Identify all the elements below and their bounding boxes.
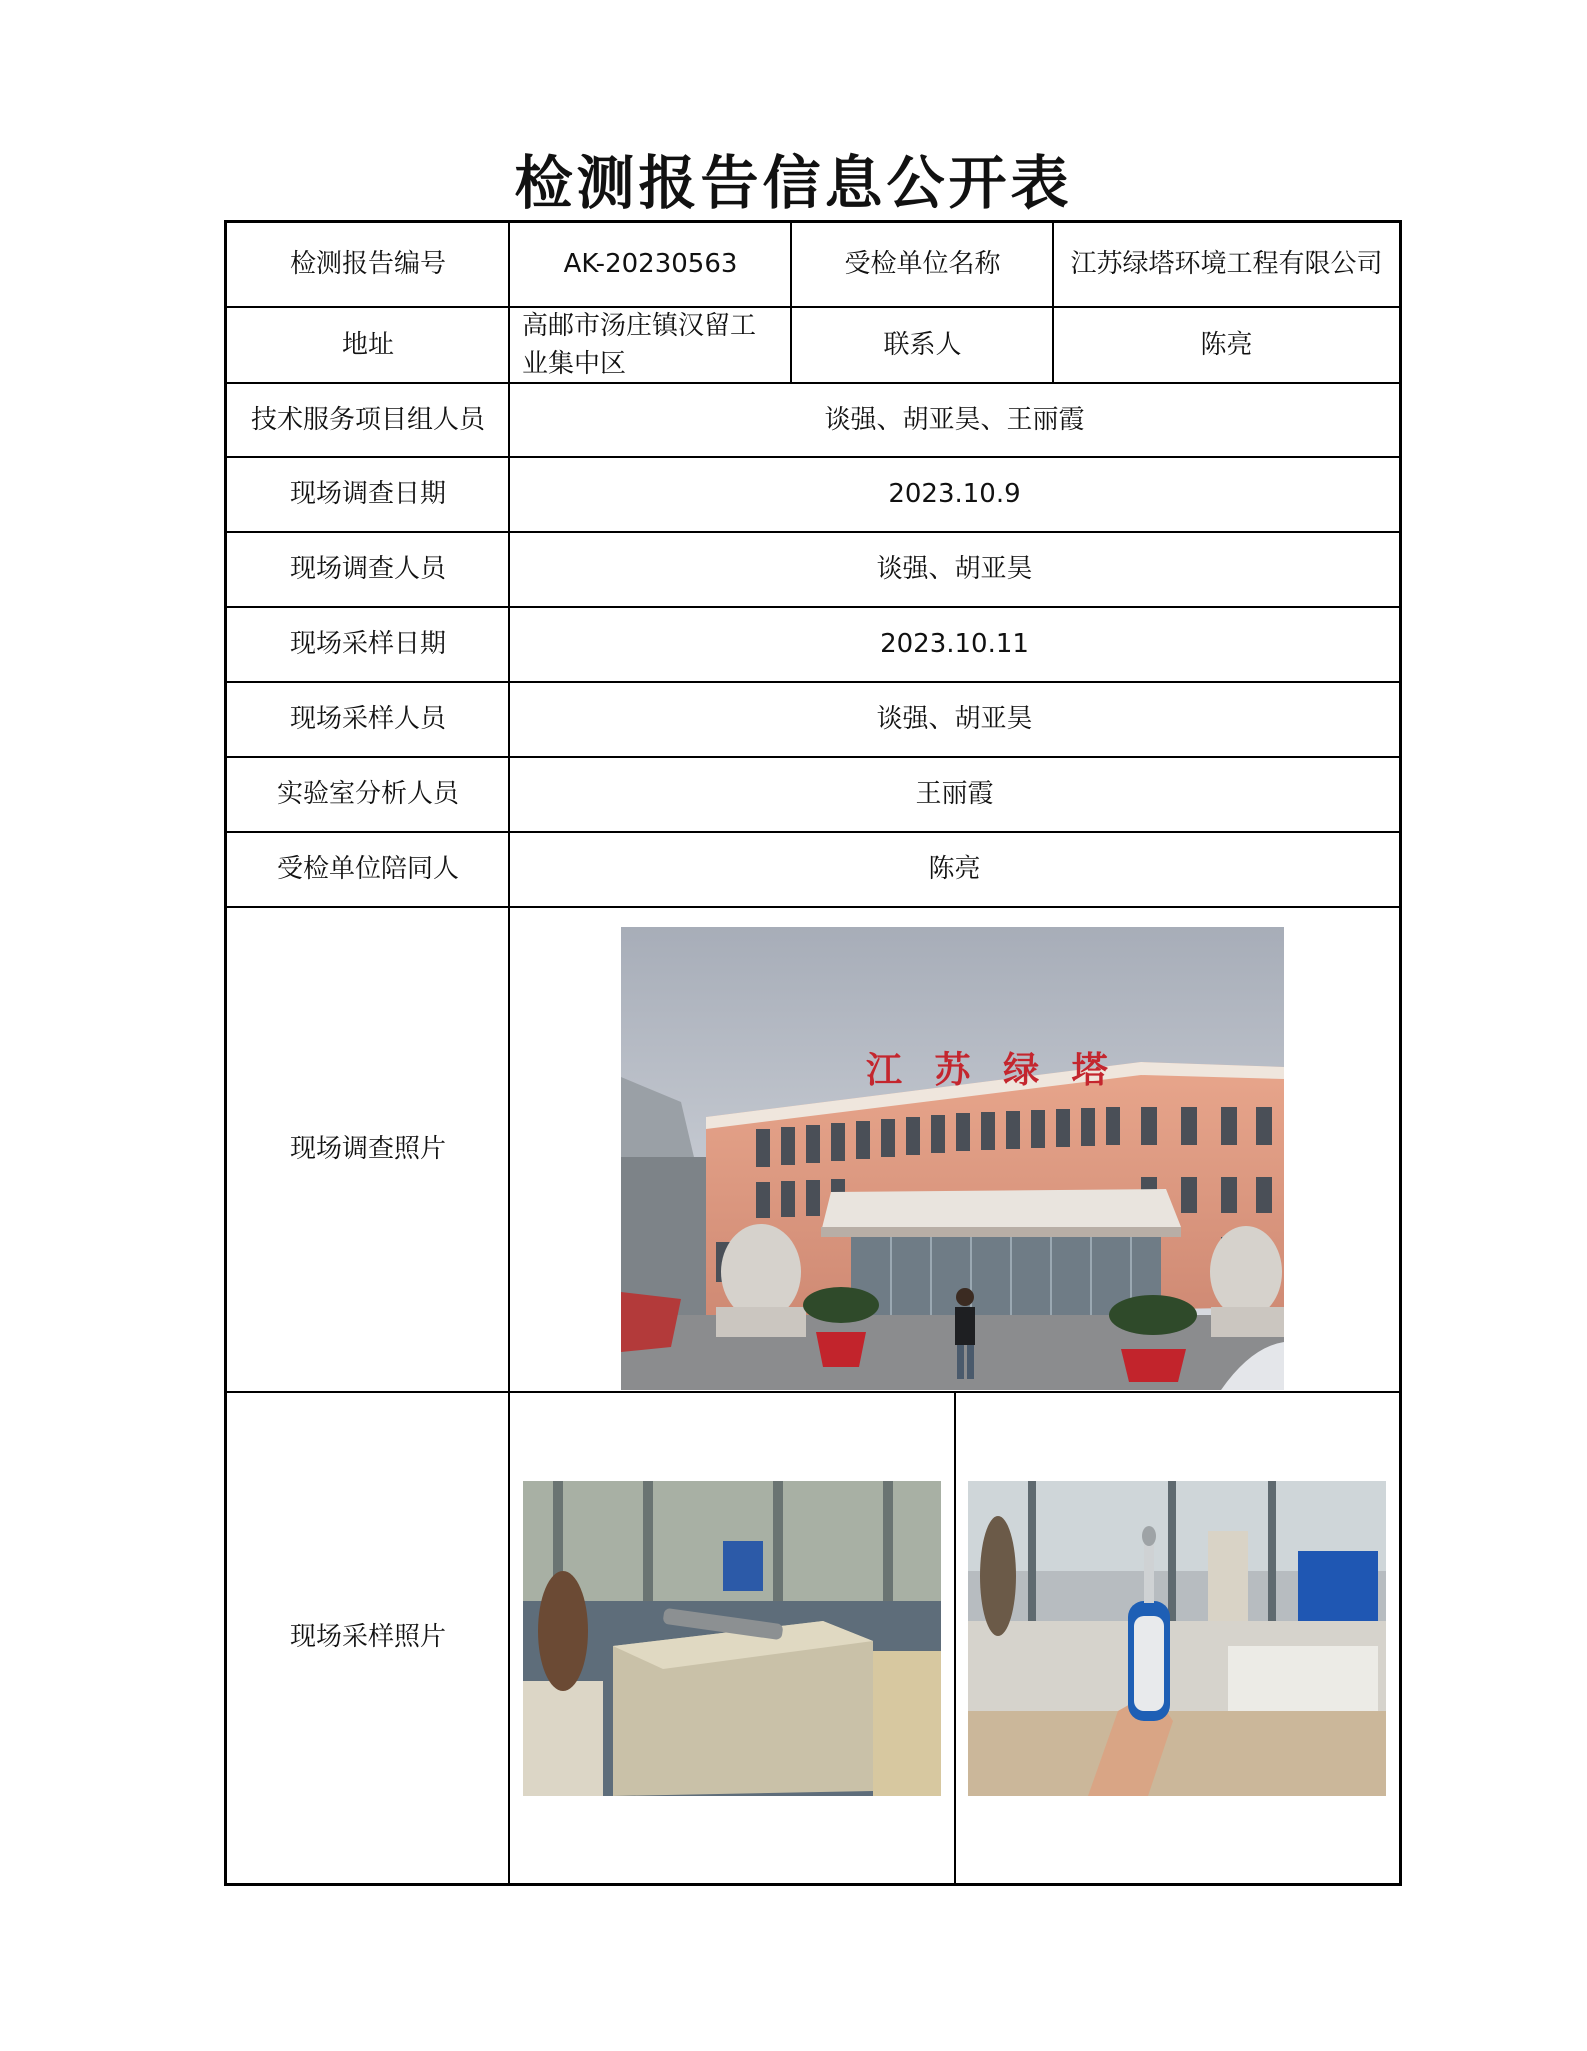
building-sign-text: 江 苏 绿 塔 (866, 1050, 1118, 1091)
label-client-name: 受检单位名称 (844, 249, 1001, 280)
value-sampling-date: 2023.10.11 (880, 629, 1029, 660)
value-client-name: 江苏绿塔环境工程有限公司 (1070, 249, 1383, 280)
page-title: 检测报告信息公开表 (514, 149, 1073, 217)
label-team: 技术服务项目组人员 (250, 404, 485, 435)
value-address: 高邮市汤庄镇汉留工业集中区 (522, 310, 757, 379)
label-sampling-staff: 现场采样人员 (289, 704, 446, 735)
value-escort: 陈亮 (928, 854, 981, 885)
value-survey-date: 2023.10.9 (888, 479, 1021, 510)
label-escort: 受检单位陪同人 (276, 854, 459, 885)
sampling-photo-instrument (523, 1481, 941, 1796)
value-sampling-staff: 谈强、胡亚昊 (876, 704, 1033, 735)
label-sampling-date: 现场采样日期 (289, 629, 446, 660)
value-survey-staff: 谈强、胡亚昊 (876, 554, 1033, 585)
label-report-no: 检测报告编号 (289, 249, 446, 280)
label-survey-staff: 现场调查人员 (289, 554, 446, 585)
label-survey-photo: 现场调查照片 (289, 1134, 446, 1165)
label-address: 地址 (341, 329, 394, 360)
label-contact: 联系人 (883, 329, 962, 360)
value-lab-staff: 王丽霞 (915, 779, 994, 810)
label-lab-staff: 实验室分析人员 (276, 779, 459, 810)
value-report-no: AK-20230563 (563, 249, 738, 280)
value-contact: 陈亮 (1200, 329, 1253, 360)
label-sampling-photo: 现场采样照片 (289, 1622, 446, 1653)
label-survey-date: 现场调查日期 (289, 479, 446, 510)
info-table (224, 220, 1402, 1886)
value-team: 谈强、胡亚昊、王丽霞 (824, 404, 1085, 435)
sampling-photo-meter (968, 1481, 1386, 1796)
survey-photo-building (621, 927, 1284, 1390)
